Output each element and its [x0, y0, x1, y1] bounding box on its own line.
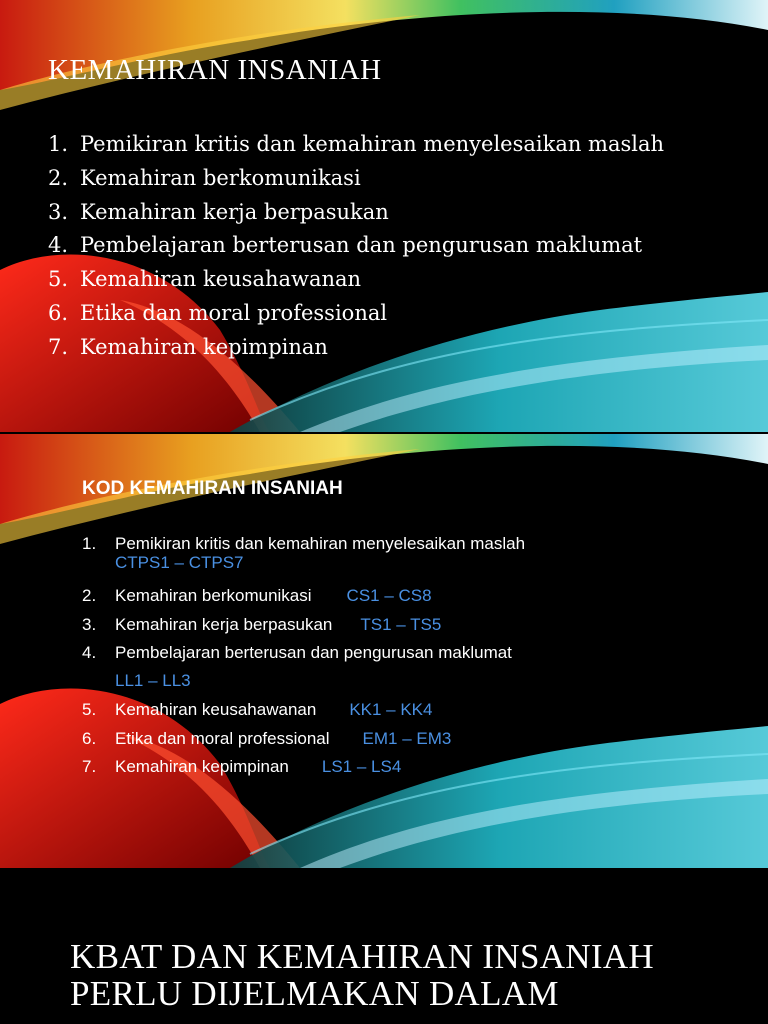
list-item: 3. Kemahiran kerja berpasukan TS1 – TS5: [82, 614, 442, 634]
skill-code: KK1 – KK4: [349, 700, 433, 719]
list-item: 3. Kemahiran kerja berpasukan: [48, 199, 389, 224]
list-item: 6. Etika dan moral professional EM1 – EM3: [82, 728, 452, 748]
list-item: 7. Kemahiran kepimpinan LS1 – LS4: [82, 757, 402, 776]
skill-code: LL1 – LL3: [115, 671, 191, 690]
slide-1: [0, 0, 768, 432]
list-item: 4. Pembelajaran berterusan dan pengurusan maklumat LL1 – LL3: [82, 643, 512, 690]
slide-2-title: KOD KEMAHIRAN INSANIAH: [82, 478, 343, 499]
list-item: 2. Kemahiran berkomunikasi CS1 – CS8: [82, 586, 432, 605]
skill-code: TS1 – TS5: [360, 614, 442, 634]
list-item: 5. Kemahiran keusahawanan: [48, 267, 362, 292]
list-item: 7. Kemahiran kepimpinan: [48, 334, 328, 359]
list-item: 1. Pemikiran kritis dan kemahiran menyelesaikan maslah CTPS1 – CTPS7: [82, 534, 526, 572]
list-item: 6. Etika dan moral professional: [48, 300, 388, 325]
skill-code: CTPS1 – CTPS7: [115, 553, 244, 572]
skill-codes-list: [82, 534, 525, 782]
slide-1-title: KEMAHIRAN INSANIAH: [48, 54, 382, 86]
slide-3-title: KBAT DAN KEMAHIRAN INSANIAH PERLU DIJELMAKAN DALAM: [70, 937, 654, 1013]
list-item: 1. Pemikiran kritis dan kemahiran menyelesaikan maslah: [48, 132, 665, 156]
skill-code: LS1 – LS4: [321, 757, 402, 776]
skill-code: CS1 – CS8: [346, 586, 432, 605]
skills-list: [48, 128, 664, 365]
list-item: 2. Kemahiran berkomunikasi: [48, 165, 361, 190]
skill-code: EM1 – EM3: [362, 728, 452, 748]
list-item: 4. Pembelajaran berterusan dan pengurusan maklumat: [48, 233, 643, 258]
list-item: 5. Kemahiran keusahawanan KK1 – KK4: [82, 700, 433, 719]
